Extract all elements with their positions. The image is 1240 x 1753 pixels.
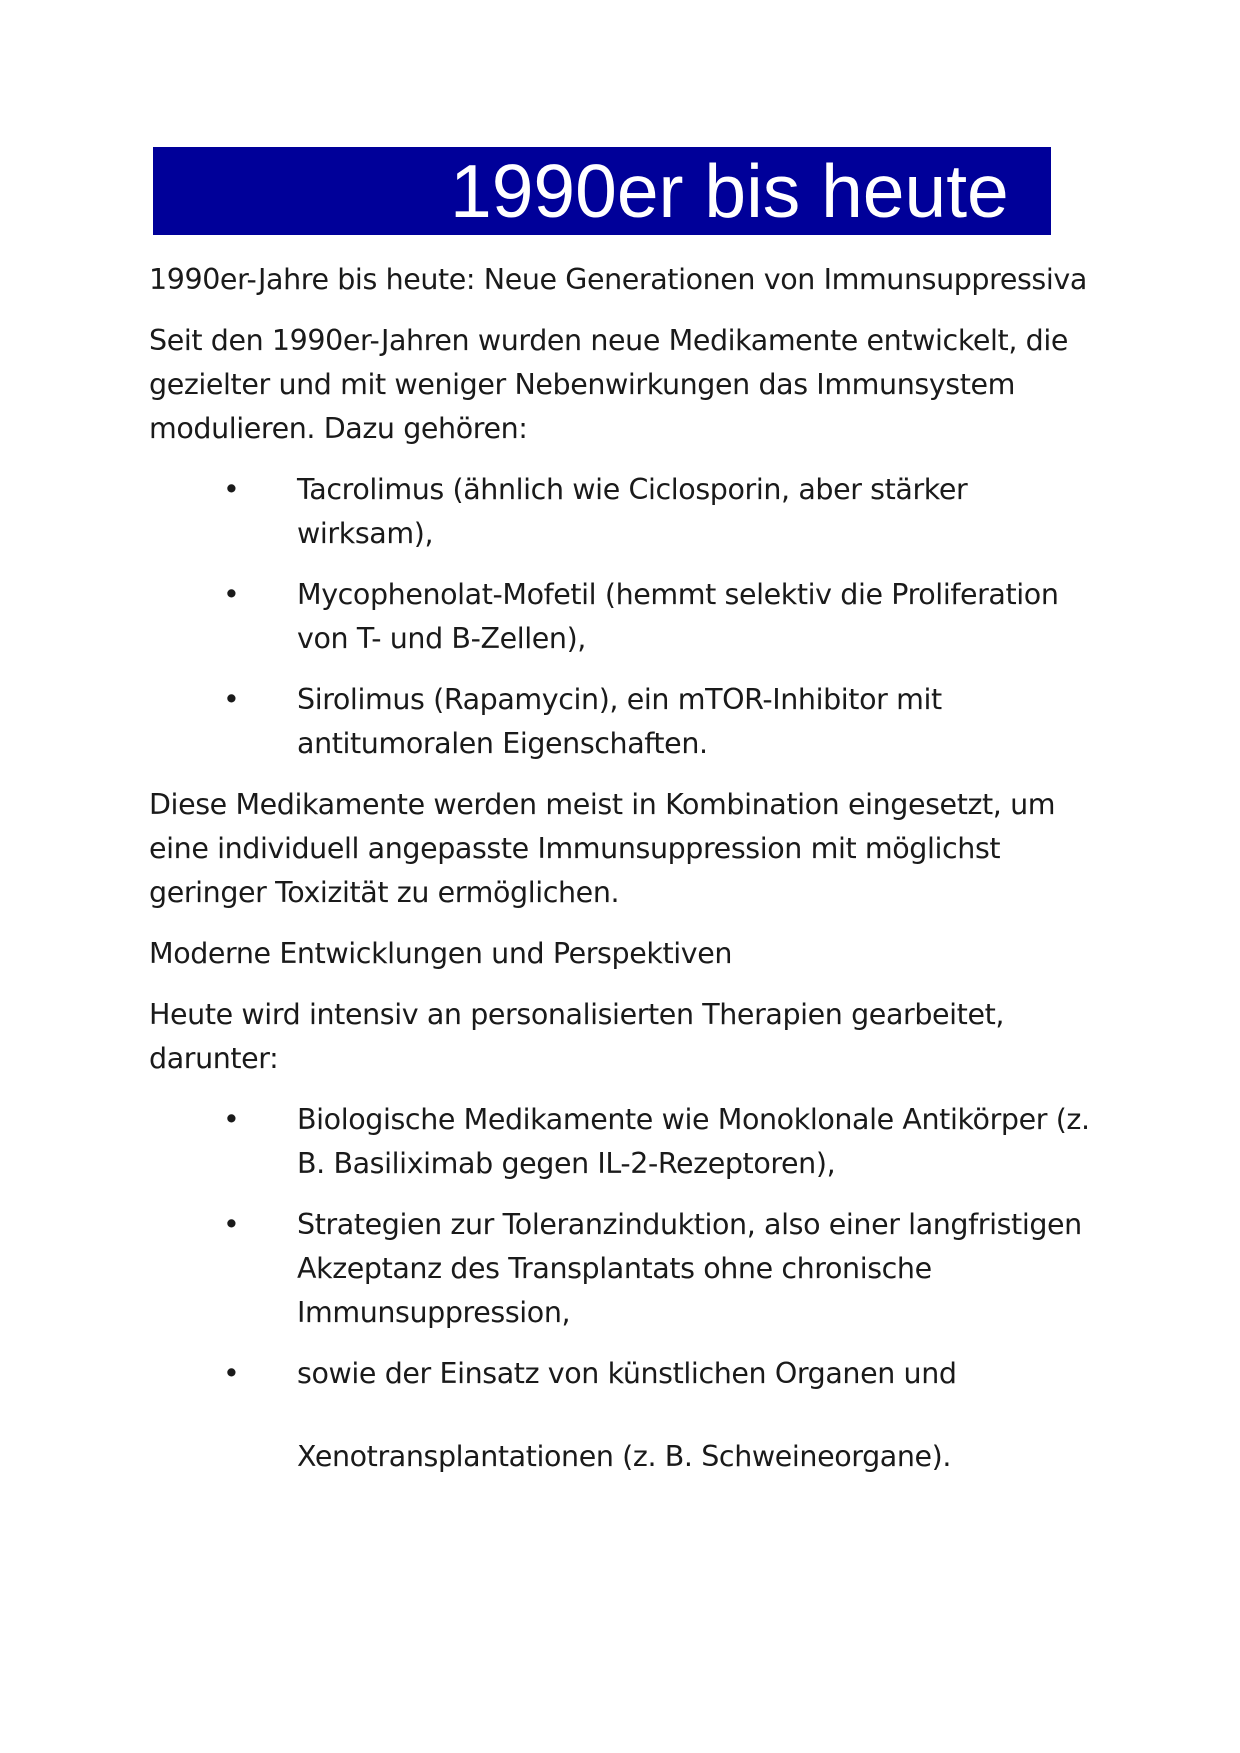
- section-heading-modern: Moderne Entwicklungen und Perspektiven: [149, 937, 732, 970]
- bullet-icon: •: [223, 1357, 240, 1390]
- list-item-text: Mycophenolat-Mofetil (hemmt selektiv die Proliferation von T- und B-Zellen),: [297, 578, 1059, 655]
- list-item-text: Tacrolimus (ähnlich wie Ciclosporin, aber stärker wirksam),: [297, 473, 968, 550]
- list-item-continuation: Xenotransplantationen (z. B. Schweineorgane).: [297, 1440, 952, 1473]
- list-item: [149, 1098, 1109, 1186]
- list-item-text: Strategien zur Toleranzinduktion, also einer langfristigen Akzeptanz des Transplantats ohne chronische Immunsuppression,: [297, 1208, 1082, 1329]
- bullet-icon: •: [223, 578, 240, 611]
- paragraph-combination: Diese Medikamente werden meist in Kombination eingesetzt, um eine individuell angepasste Immunsuppression mit möglichst geringer Toxizität zu ermöglichen.: [149, 788, 1056, 909]
- bullet-icon: •: [223, 683, 240, 716]
- list-item-text: sowie der Einsatz von künstlichen Organen und: [297, 1357, 957, 1390]
- paragraph-modern: Heute wird intensiv an personalisierten Therapien gearbeitet, darunter:: [149, 998, 1005, 1075]
- bullet-icon: •: [223, 473, 240, 506]
- paragraph-intro: Seit den 1990er-Jahren wurden neue Medikamente entwickelt, die gezielter und mit weniger Nebenwirkungen das Immunsystem modulieren. Dazu gehören:: [149, 324, 1068, 445]
- list-item: [149, 678, 1109, 766]
- list-item: [149, 573, 1109, 661]
- list-item: [149, 1352, 1109, 1479]
- list-item-text: Sirolimus (Rapamycin), ein mTOR-Inhibitor mit antitumoralen Eigenschaften.: [297, 683, 942, 760]
- section-heading-intro: 1990er-Jahre bis heute: Neue Generationen von Immunsuppressiva: [149, 263, 1087, 296]
- list-item-text: Biologische Medikamente wie Monoklonale Antikörper (z. B. Basiliximab gegen IL-2-Rezeptoren),: [297, 1103, 1090, 1180]
- list-item: [149, 468, 1109, 556]
- perspectives-list: [149, 1098, 1109, 1479]
- bullet-icon: •: [223, 1103, 240, 1136]
- bullet-icon: •: [223, 1208, 240, 1241]
- medication-list: [149, 468, 1109, 766]
- document-body: [149, 258, 1109, 1496]
- page-title: 1990er bis heute: [450, 149, 1009, 233]
- list-item: [149, 1203, 1109, 1335]
